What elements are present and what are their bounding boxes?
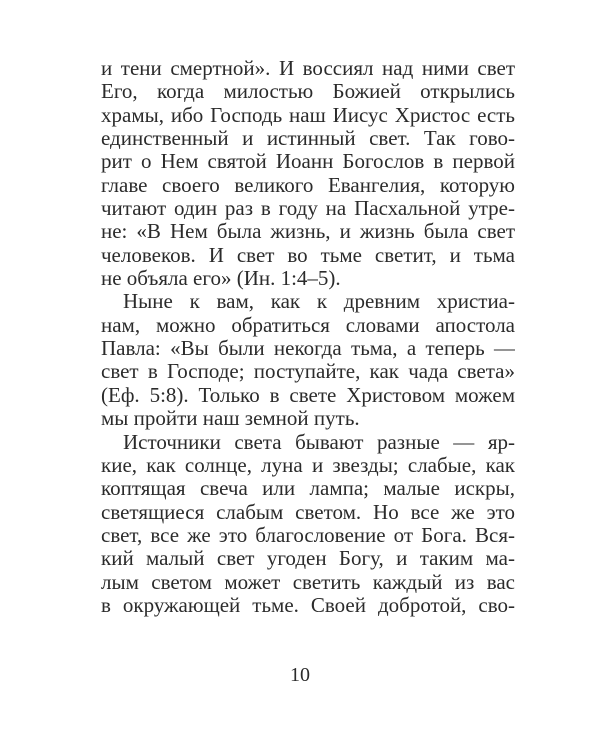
text-line: светящиеся слабым светом. Но все же это — [101, 500, 515, 524]
text-line: кие, как солнце, луна и звезды; слабые, как — [101, 453, 515, 477]
text-line: храмы, ибо Господь наш Иисус Христос есть — [101, 103, 515, 127]
text-line: в окружающей тьме. Своей добротой, сво- — [101, 593, 515, 617]
text-line: Его, когда милостью Божией открылись — [101, 80, 515, 104]
text-line: читают один раз в году на Пасхальной утре- — [101, 197, 515, 221]
text-line: человеков. И свет во тьме светит, и тьма — [101, 243, 515, 267]
text-line: лым светом может светить каждый из вас — [101, 570, 515, 594]
text-line: свет, все же это благословение от Бога. Вся- — [101, 523, 515, 547]
text-line: нам, можно обратиться словами апостола — [101, 313, 515, 337]
text-line: свет в Господе; поступайте, как чада света» — [101, 360, 515, 384]
text-line: не: «В Нем была жизнь, и жизнь была свет — [101, 220, 515, 244]
page-number: 10 — [290, 664, 310, 686]
text-line: Источники света бывают разные — яр- — [123, 430, 515, 454]
text-line: Павла: «Вы были некогда тьма, а теперь — — [101, 337, 515, 361]
text-line: главе своего великого Евангелия, которую — [101, 173, 515, 197]
text-line: коптящая свеча или лампа; малые искры, — [101, 477, 515, 501]
text-line: и тени смертной». И воссиял над ними свет — [101, 57, 515, 80]
text-line: мы пройти наш земной путь. — [101, 407, 360, 431]
text-line: не объяла его» (Ин. 1:4–5). — [101, 267, 341, 291]
text-line: кий малый свет угоден Богу, и таким ма- — [101, 547, 515, 571]
body-text — [101, 57, 515, 617]
text-line: (Еф. 5:8). Только в свете Христовом можем — [101, 383, 515, 407]
text-line: рит о Нем святой Иоанн Богослов в первой — [101, 150, 515, 174]
text-line: единственный и истинный свет. Так гово- — [101, 127, 515, 151]
text-line: Ныне к вам, как к древним христиа- — [123, 290, 515, 314]
